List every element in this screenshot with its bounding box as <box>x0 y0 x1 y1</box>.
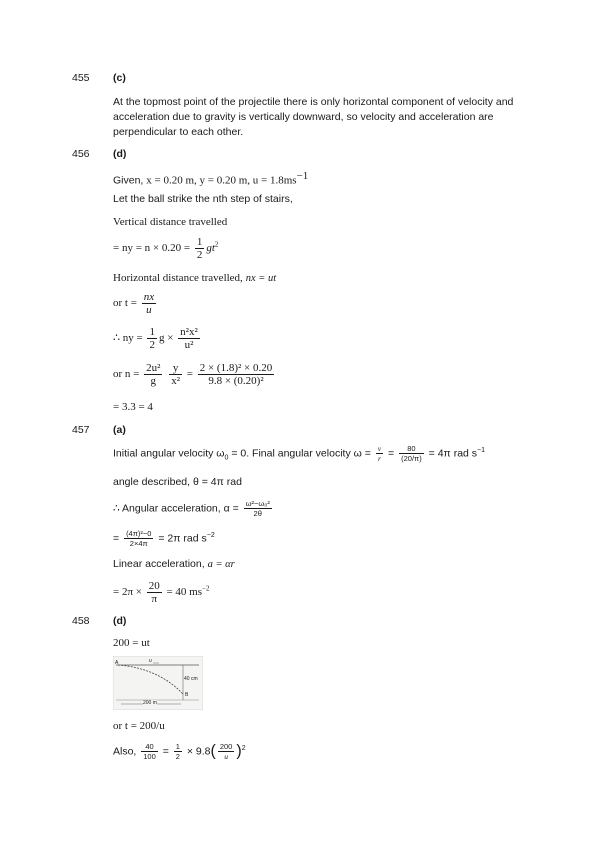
vert-eq-left: = ny = n × 0.20 = <box>113 242 191 255</box>
vertical-equation <box>113 236 218 261</box>
n-frac1-num: 2u² <box>146 362 161 374</box>
lin2-frac-den: π <box>151 593 157 605</box>
acc2-result: = 2π rad s <box>158 532 207 545</box>
projectile-diagram-svg <box>113 656 203 710</box>
given-exponent: −1 <box>296 170 309 182</box>
acc2-frac-num: (4π)²−0 <box>126 529 152 538</box>
omega-zero-subscript: 0 <box>224 454 229 462</box>
ny-frac2-den: u² <box>184 339 194 351</box>
acc2-equals: = <box>113 532 120 545</box>
ny-frac-den: 2 <box>149 339 155 351</box>
horizontal-distance-line <box>113 272 276 284</box>
angular-acceleration-label: ∴ Angular acceleration, α = <box>113 502 239 515</box>
ny-frac-num: 1 <box>149 326 155 338</box>
n-frac3-num: 2 × (1.8)² × 0.20 <box>199 362 273 374</box>
n-frac2-den: x² <box>171 375 180 387</box>
also-exponent: 2 <box>241 744 246 752</box>
t-frac-num: nx <box>143 291 155 303</box>
omega-exponent: −1 <box>477 446 486 454</box>
lin2-frac-num: 20 <box>148 580 160 592</box>
linear-acceleration-label: Linear acceleration, <box>113 558 205 570</box>
answer-option: (c) <box>113 72 126 84</box>
lin2-left: = 2π × <box>113 586 142 599</box>
question-number: 457 <box>72 424 90 436</box>
given-line <box>113 170 308 187</box>
linear-acceleration-eq: a = αr <box>207 559 235 570</box>
answer-option: (d) <box>113 615 127 627</box>
diagram-label-u: u <box>149 658 152 664</box>
acc-frac-num: ω²−ω₀² <box>245 499 270 508</box>
horizontal-label: Horizontal distance travelled, <box>113 272 243 284</box>
diagram-label-b: B <box>185 692 189 698</box>
step-statement: Let the ball strike the nth step of stairs, <box>113 193 293 205</box>
also-frac3-num: 200 <box>219 742 233 751</box>
answer-option: (a) <box>113 424 126 436</box>
angular-velocity-line <box>113 444 485 463</box>
vert-frac-den: 2 <box>196 249 203 261</box>
diagram-label-width: 200 m <box>143 700 157 706</box>
n-frac2-num: y <box>169 362 182 375</box>
also-frac1-num: 40 <box>141 742 158 752</box>
time-equation <box>113 291 158 316</box>
angular-acceleration-value <box>113 529 215 548</box>
vertical-distance-label: Vertical distance travelled <box>113 216 228 228</box>
t-frac-den: u <box>146 304 152 316</box>
lin2-right: = 40 ms <box>166 586 203 599</box>
vert-frac-num: 1 <box>196 236 203 248</box>
ny-frac2-num: n²x² <box>180 326 198 338</box>
question-number: 458 <box>72 615 90 627</box>
n-frac3-den: 9.8 × (0.20)² <box>208 375 264 387</box>
also-frac2-num: 1 <box>175 742 180 751</box>
acc-frac-den: 2θ <box>253 509 262 518</box>
or-n-label: or n = <box>113 368 140 381</box>
also-equation: Also, $\frac{40}{100}$ = $\frac{1}{2}$ × 9.8( $\frac{200}{u}$ )$^2$ <box>113 742 246 761</box>
linear-acceleration-line <box>113 558 235 570</box>
also-equals: = <box>162 745 169 758</box>
ny-left: ∴ ny = <box>113 332 143 345</box>
n-equals: = <box>186 368 193 381</box>
lin2-exponent: −2 <box>202 584 210 593</box>
projectile-diagram <box>113 656 203 710</box>
omega-frac-num: 80 <box>399 444 424 454</box>
v-over-r-num: v <box>377 444 382 453</box>
ny-equation <box>113 326 202 351</box>
question-number: 455 <box>72 72 90 84</box>
diagram-label-height: 40 cm <box>184 676 198 682</box>
given-label: Given, <box>113 174 144 187</box>
ny-mid: g × <box>158 332 174 345</box>
n-result: = 3.3 = 4 <box>113 401 153 413</box>
vert-eq-square: 2 <box>214 240 219 249</box>
or-t-label: or t = <box>113 297 137 310</box>
answer-option: (d) <box>113 148 127 160</box>
acc2-frac-den: 2×4π <box>129 539 148 548</box>
distance-equation: 200 = ut <box>113 637 150 649</box>
time-relation: or t = 200/u <box>113 720 165 732</box>
explanation-text: At the topmost point of the projectile there is only horizontal component of velocity and acceleration due to gravity is vertically downward, so velocity and acceleration are perpendicular to each other. <box>113 96 514 138</box>
question-number: 456 <box>72 148 90 160</box>
final-angular-velocity-text: = 0. Final angular velocity ω = <box>228 447 371 460</box>
n-frac1-den: g <box>150 375 157 387</box>
horizontal-equation: nx = ut <box>245 273 277 284</box>
omega-equals: = <box>388 447 395 460</box>
also-frac3-den: u <box>224 752 228 761</box>
omega-frac-den: (20/π) <box>401 454 422 463</box>
acc2-exponent: −2 <box>206 531 215 539</box>
angle-described: angle described, θ = 4π rad <box>113 476 242 488</box>
also-label: Also, <box>113 745 137 758</box>
diagram-label-a: A <box>115 660 119 666</box>
v-over-r-den: r <box>377 454 381 463</box>
also-mid: × 9.8 <box>186 745 211 758</box>
initial-angular-velocity-text: Initial angular velocity ω <box>113 447 225 460</box>
also-frac1-den: 100 <box>143 752 156 761</box>
vert-eq-right: gt <box>206 242 215 255</box>
also-frac2-den: 2 <box>175 752 180 761</box>
linear-acceleration-value <box>113 580 209 605</box>
omega-result: = 4π rad s <box>428 447 478 460</box>
angular-acceleration-line <box>113 499 274 518</box>
given-values: x = 0.20 m, y = 0.20 m, u = 1.8ms <box>146 174 297 187</box>
n-equation <box>113 362 276 387</box>
